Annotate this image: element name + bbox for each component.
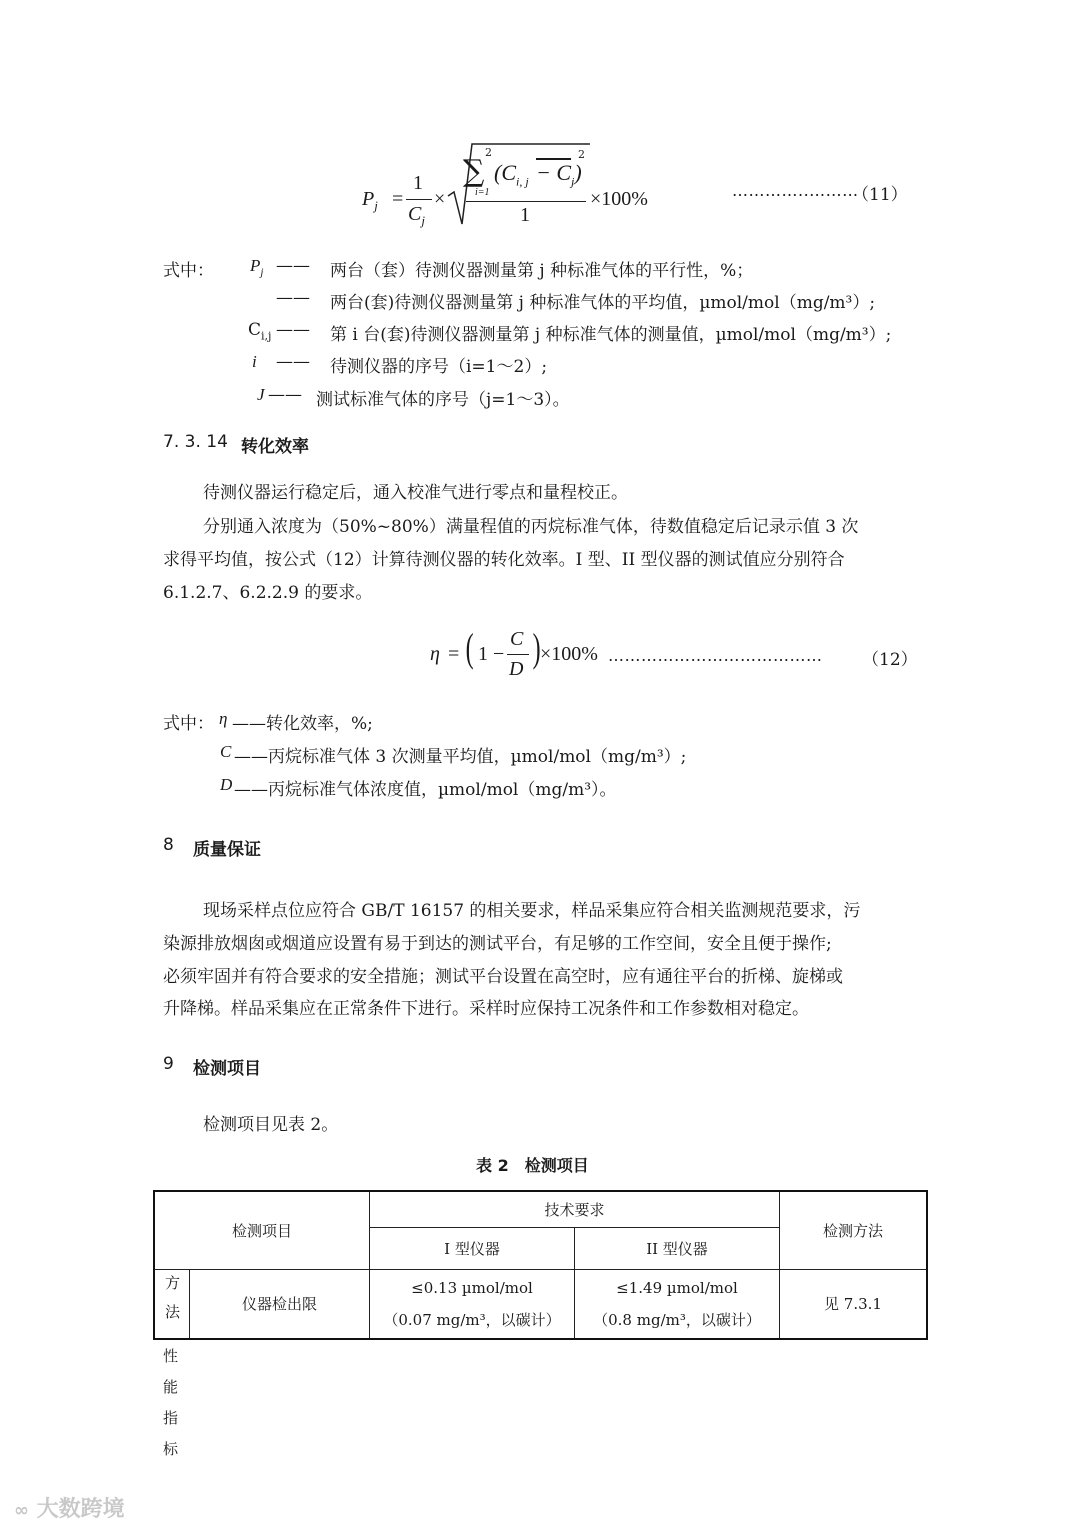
def-text: ——丙烷标准气体浓度值，µmol/mol（mg/m³）。 bbox=[234, 780, 617, 800]
sum-icon: ∑ bbox=[463, 154, 485, 189]
row1-method: 见 7.3.1 bbox=[780, 1269, 928, 1339]
def-text: 两台（套）待测仪器测量第 j 种标准气体的平行性，%； bbox=[330, 261, 754, 281]
row-group-label-continued: 性能指标 bbox=[161, 1348, 179, 1472]
formula11-frac-num: 1 bbox=[413, 172, 423, 194]
def-symbol: η bbox=[219, 709, 228, 728]
def-dash: —— bbox=[276, 256, 310, 276]
def-symbol: i bbox=[252, 352, 257, 371]
formula12-lhs: η bbox=[430, 643, 440, 665]
formula12-number: （12） bbox=[862, 650, 918, 670]
paragraph-line: 求得平均值，按公式（12）计算待测仪器的转化效率。I 型、II 型仪器的测试值应分别符合 bbox=[163, 550, 845, 570]
def-symbol: C bbox=[220, 742, 232, 761]
row1-item: 仪器检出限 bbox=[190, 1269, 370, 1339]
section-title: 质量保证 bbox=[193, 840, 261, 860]
paragraph-line: 升降梯。样品采集应在正常条件下进行。采样时应保持工况条件和工作参数相对稳定。 bbox=[163, 999, 809, 1019]
header-method: 检测方法 bbox=[780, 1191, 928, 1269]
sum-top: 2 bbox=[485, 146, 492, 159]
formula11-denominator: 1 bbox=[520, 204, 530, 226]
formula12-num: C bbox=[510, 628, 524, 650]
def-text: 第 i 台(套)待测仪器测量第 j 种标准气体的测量值，µmol/mol（mg/m³）; bbox=[330, 325, 892, 345]
def-text: 测试标准气体的序号（j=1～3）。 bbox=[316, 390, 570, 410]
sum-expr: ($C_{i, j}$ bbox=[494, 160, 529, 189]
formula11-dots: …………..……… bbox=[732, 181, 859, 200]
header-tech: 技术要求 bbox=[370, 1191, 780, 1227]
formula11-frac-den: $C_j$ bbox=[408, 203, 425, 228]
def-symbol: J bbox=[257, 385, 265, 404]
row1-type2: ≤1.49 µmol/mol （0.8 mg/m³，以碳计） bbox=[575, 1269, 780, 1339]
header-item: 检测项目 bbox=[154, 1191, 370, 1269]
def-symbol: D bbox=[220, 775, 233, 794]
fraction-bar bbox=[507, 654, 529, 655]
formula11-times: × bbox=[434, 188, 446, 210]
paragraph-line: 现场采样点位应符合 GB/T 16157 的相关要求，样品采集应符合相关监测规范要求，污 bbox=[203, 901, 861, 921]
fraction-bar bbox=[466, 201, 586, 202]
fraction-bar bbox=[406, 199, 432, 200]
def-dash: —— bbox=[276, 352, 310, 372]
paragraph-line: 染源排放烟囱或烟道应设置有易于到达的测试平台，有足够的工作空间，安全且便于操作; bbox=[163, 934, 832, 954]
paragraph-line: 必须牢固并有符合要求的安全措施；测试平台设置在高空时，应有通往平台的折梯、旋梯或 bbox=[163, 967, 843, 987]
section-number: 7. 3. 14 bbox=[163, 432, 228, 452]
paragraph: 检测项目见表 2。 bbox=[203, 1115, 339, 1135]
section-number: 8 bbox=[163, 835, 174, 855]
def-text: 待测仪器的序号（i=1～2）; bbox=[330, 357, 548, 377]
def-text: 两台(套)待测仪器测量第 j 种标准气体的平均值，µmol/mol（mg/m³）; bbox=[330, 293, 876, 313]
watermark-logo-icon: ∞ bbox=[14, 1500, 29, 1521]
section-number: 9 bbox=[163, 1054, 174, 1074]
square-exponent: 2 bbox=[578, 148, 585, 161]
paragraph: 待测仪器运行稳定后，通入校准气进行零点和量程校正。 bbox=[203, 483, 628, 503]
section-title: 转化效率 bbox=[241, 437, 309, 457]
table-2 bbox=[153, 1190, 928, 1340]
watermark: ∞ 大数跨境 bbox=[14, 1497, 125, 1522]
formula11-tail: ×100% bbox=[590, 188, 648, 210]
defs-label: 式中： bbox=[163, 714, 214, 734]
formula12-tail: ×100% bbox=[540, 643, 598, 665]
row1-type1: ≤0.13 µmol/mol （0.07 mg/m³，以碳计） bbox=[370, 1269, 575, 1339]
def-symbol: $C_{i,j}$ bbox=[248, 320, 272, 343]
table-caption: 表 2 检测项目 bbox=[476, 1156, 589, 1175]
formula11-number: （11） bbox=[852, 185, 908, 205]
header-type2: II 型仪器 bbox=[575, 1227, 780, 1269]
section-title: 检测项目 bbox=[193, 1059, 261, 1079]
def-text: ——转化效率，%; bbox=[232, 714, 373, 734]
formula11-equals: = bbox=[392, 188, 404, 210]
sum-bottom: i=1 bbox=[475, 187, 490, 198]
formula12-den: D bbox=[509, 658, 524, 680]
formula12-open-paren: ( bbox=[465, 625, 474, 670]
formula12-dots: ………………………………… bbox=[608, 646, 823, 665]
formula12-one-minus: 1 − bbox=[478, 643, 505, 665]
def-symbol: $P_j$ bbox=[250, 256, 264, 279]
paragraph-line: 6.1.2.7、6.2.2.9 的要求。 bbox=[163, 583, 373, 603]
def-dash: —— bbox=[268, 385, 302, 405]
header-type1: I 型仪器 bbox=[370, 1227, 575, 1269]
def-dash: —— bbox=[276, 288, 310, 308]
formula11-lhs: $P_j$ bbox=[362, 188, 378, 213]
sum-cbar: − $C_j$) bbox=[536, 160, 582, 189]
paragraph-line: 分别通入浓度为（50%~80%）满量程值的丙烷标准气体，待数值稳定后记录示值 3 次 bbox=[203, 517, 859, 537]
formula12-equals: = bbox=[448, 643, 460, 665]
defs-label: 式中： bbox=[163, 261, 214, 281]
def-dash: —— bbox=[276, 320, 310, 340]
def-text: ——丙烷标准气体 3 次测量平均值，µmol/mol（mg/m³）; bbox=[234, 747, 687, 767]
row-group-label: 方法 bbox=[154, 1269, 190, 1339]
formula12-close-paren: ) bbox=[532, 625, 541, 670]
